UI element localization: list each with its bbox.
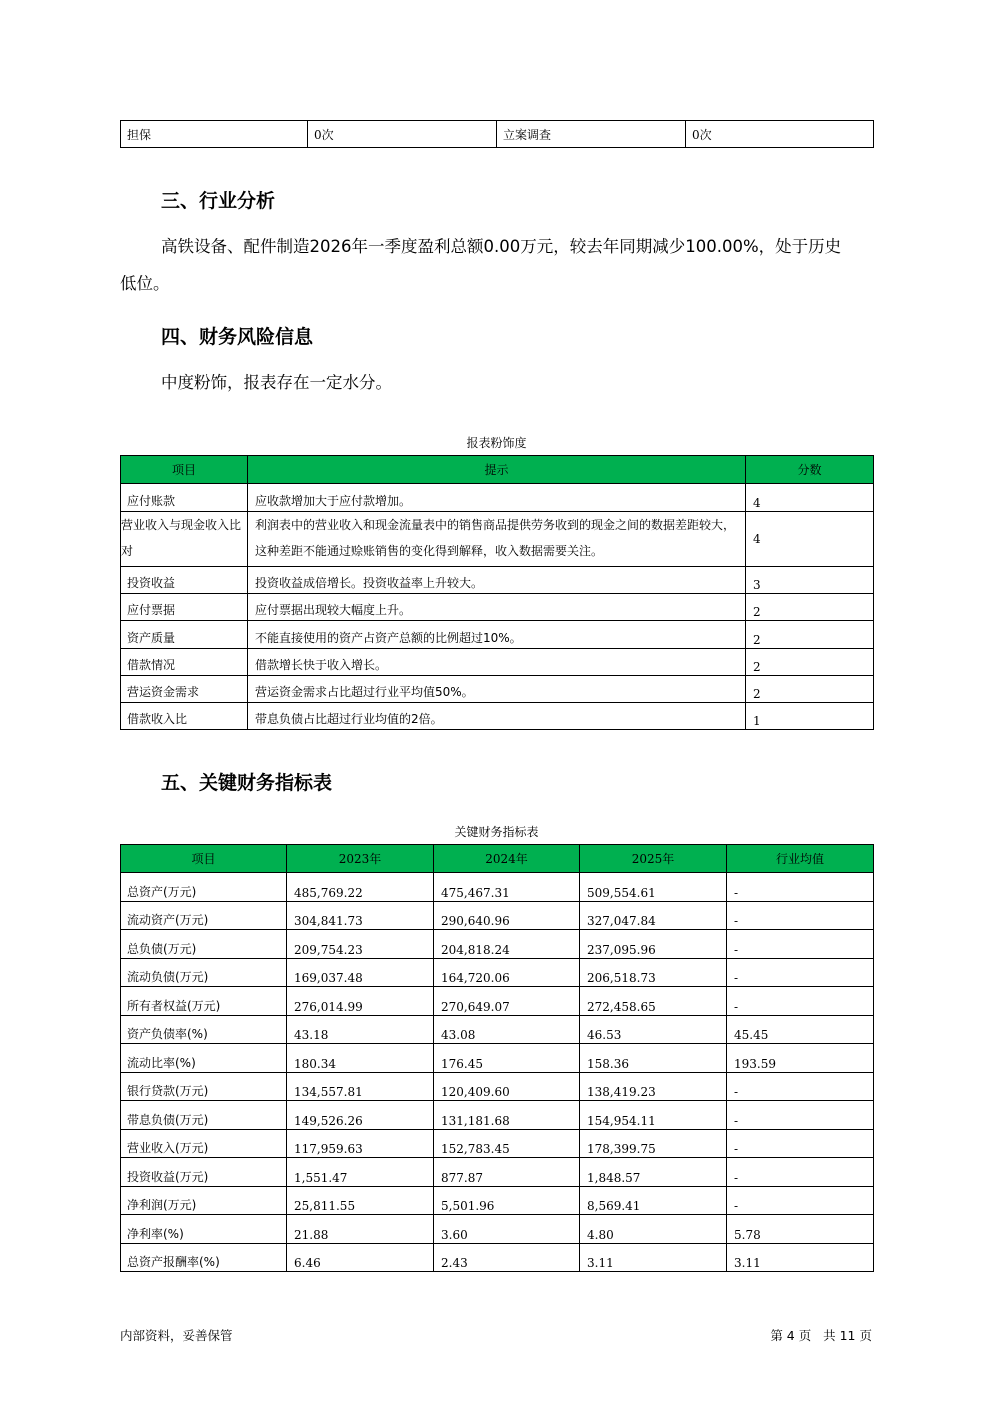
indicator-label: 净利率(%) (121, 1215, 287, 1244)
indicator-value: 176.45 (434, 1044, 580, 1073)
indicator-value: 180.34 (287, 1044, 434, 1073)
risk-score: 4 (746, 484, 874, 512)
header-item: 项目 (121, 845, 287, 873)
indicator-value: 4.80 (580, 1215, 727, 1244)
indicator-value: 5,501.96 (434, 1186, 580, 1215)
indicator-value: 134,557.81 (287, 1072, 434, 1101)
table-row (121, 567, 874, 594)
risk-item: 借款收入比 (121, 703, 248, 730)
footer-confidential: 内部资料，妥善保管 (120, 1328, 233, 1343)
indicator-value: - (727, 901, 874, 930)
indicator-value: 204,818.24 (434, 930, 580, 959)
table-row (121, 958, 874, 987)
indicator-value: 193.59 (727, 1044, 874, 1073)
indicator-value: - (727, 1101, 874, 1130)
risk-hint: 营运资金需求占比超过行业平均值50%。 (248, 676, 746, 703)
indicator-value: 237,095.96 (580, 930, 727, 959)
table-row (121, 873, 874, 902)
indicator-value: 25,811.55 (287, 1186, 434, 1215)
header-2023: 2023年 (287, 845, 434, 873)
indicator-value: 138,419.23 (580, 1072, 727, 1101)
section5-title: 五、关键财务指标表 (161, 772, 333, 794)
indicator-value: 1,551.47 (287, 1158, 434, 1187)
indicator-label: 总资产报酬率(%) (121, 1243, 287, 1272)
cell-guarantee-label: 担保 (121, 121, 308, 148)
indicator-label: 流动资产(万元) (121, 901, 287, 930)
risk-hint: 带息负债占比超过行业均值的2倍。 (248, 703, 746, 730)
section3-title: 三、行业分析 (161, 190, 276, 212)
risk-table-caption: 报表粉饰度 (466, 436, 527, 450)
indicator-value: 327,047.84 (580, 901, 727, 930)
indicator-label: 银行贷款(万元) (121, 1072, 287, 1101)
risk-score: 2 (746, 649, 874, 676)
table-row (121, 1044, 874, 1073)
risk-hint: 应收款增加大于应付款增加。 (248, 484, 746, 512)
table-row (121, 484, 874, 512)
indicator-value: 304,841.73 (287, 901, 434, 930)
fin-table-body (121, 873, 874, 1272)
risk-hint: 不能直接使用的资产占资产总额的比例超过10%。 (248, 621, 746, 649)
indicator-value: 164,720.06 (434, 958, 580, 987)
indicator-value: 509,554.61 (580, 873, 727, 902)
section4-title: 四、财务风险信息 (161, 326, 314, 348)
indicator-value: 209,754.23 (287, 930, 434, 959)
risk-score: 2 (746, 676, 874, 703)
table-row (121, 621, 874, 649)
indicator-value: - (727, 1158, 874, 1187)
table-row (121, 987, 874, 1016)
indicator-value: 290,640.96 (434, 901, 580, 930)
indicator-value: - (727, 930, 874, 959)
footer-page-number: 第 4 页 共 11 页 (770, 1328, 872, 1343)
indicator-label: 总资产(万元) (121, 873, 287, 902)
risk-score: 1 (746, 703, 874, 730)
indicator-value: 272,458.65 (580, 987, 727, 1016)
table-row (121, 1015, 874, 1044)
header-2024: 2024年 (434, 845, 580, 873)
table-header-row (121, 456, 874, 484)
table-row (121, 1072, 874, 1101)
indicator-label: 营业收入(万元) (121, 1129, 287, 1158)
table-row (121, 594, 874, 621)
cell-guarantee-value: 0次 (308, 121, 497, 148)
risk-item: 应付账款 (121, 484, 248, 512)
indicator-value: 45.45 (727, 1015, 874, 1044)
table-row (121, 121, 874, 148)
risk-item: 营业收入与现金收入比对 (121, 512, 248, 567)
risk-item: 营运资金需求 (121, 676, 248, 703)
indicator-value: 877.87 (434, 1158, 580, 1187)
risk-hint: 应付票据出现较大幅度上升。 (248, 594, 746, 621)
indicator-value: 117,959.63 (287, 1129, 434, 1158)
indicator-value: 2.43 (434, 1243, 580, 1272)
indicator-value: 43.18 (287, 1015, 434, 1044)
risk-item: 投资收益 (121, 567, 248, 594)
table-row (121, 676, 874, 703)
section3-para-line2: 低位。 (120, 274, 170, 293)
risk-score: 2 (746, 621, 874, 649)
fin-table-caption: 关键财务指标表 (454, 825, 539, 839)
indicator-value: 485,769.22 (287, 873, 434, 902)
table-row (121, 649, 874, 676)
indicator-value: 120,409.60 (434, 1072, 580, 1101)
table-row (121, 930, 874, 959)
table-row (121, 901, 874, 930)
indicator-value: - (727, 958, 874, 987)
indicator-label: 净利润(万元) (121, 1186, 287, 1215)
cell-investigation-value: 0次 (686, 121, 874, 148)
table-row (121, 1215, 874, 1244)
indicator-value: - (727, 873, 874, 902)
indicator-value: 154,954.11 (580, 1101, 727, 1130)
header-industry-avg: 行业均值 (727, 845, 874, 873)
indicator-value: 152,783.45 (434, 1129, 580, 1158)
indicator-value: 149,526.26 (287, 1101, 434, 1130)
indicator-label: 带息负债(万元) (121, 1101, 287, 1130)
indicator-label: 总负债(万元) (121, 930, 287, 959)
indicator-label: 流动负债(万元) (121, 958, 287, 987)
indicator-value: 8,569.41 (580, 1186, 727, 1215)
indicator-value: - (727, 1072, 874, 1101)
section4-para: 中度粉饰，报表存在一定水分。 (161, 373, 392, 392)
risk-item: 应付票据 (121, 594, 248, 621)
section3-para-line1: 高铁设备、配件制造2026年一季度盈利总额0.00万元，较去年同期减少100.00%，处于历史 (161, 237, 842, 256)
indicator-label: 所有者权益(万元) (121, 987, 287, 1016)
indicator-label: 资产负债率(%) (121, 1015, 287, 1044)
indicator-value: 131,181.68 (434, 1101, 580, 1130)
indicator-value: 1,848.57 (580, 1158, 727, 1187)
indicator-value: 46.53 (580, 1015, 727, 1044)
indicator-value: 3.60 (434, 1215, 580, 1244)
indicator-value: 475,467.31 (434, 873, 580, 902)
indicator-value: 276,014.99 (287, 987, 434, 1016)
indicator-value: 21.88 (287, 1215, 434, 1244)
risk-score: 3 (746, 567, 874, 594)
risk-hint: 利润表中的营业收入和现金流量表中的销售商品提供劳务收到的现金之间的数据差距较大，这种差距不能通过赊账销售的变化得到解释，收入数据需要关注。 (248, 512, 746, 567)
header-hint: 提示 (248, 456, 746, 484)
table-row (121, 1243, 874, 1272)
financial-indicators-table (120, 844, 874, 1272)
indicator-value: - (727, 987, 874, 1016)
table-header-row (121, 845, 874, 873)
table-row (121, 1158, 874, 1187)
header-item: 项目 (121, 456, 248, 484)
table-row (121, 1186, 874, 1215)
indicator-value: 43.08 (434, 1015, 580, 1044)
header-2025: 2025年 (580, 845, 727, 873)
indicator-value: 178,399.75 (580, 1129, 727, 1158)
table-row (121, 1129, 874, 1158)
indicator-label: 投资收益(万元) (121, 1158, 287, 1187)
risk-hint: 投资收益成倍增长。投资收益率上升较大。 (248, 567, 746, 594)
indicator-value: 169,037.48 (287, 958, 434, 987)
indicator-value: 5.78 (727, 1215, 874, 1244)
indicator-value: 270,649.07 (434, 987, 580, 1016)
top-summary-table (120, 120, 874, 148)
table-row (121, 512, 874, 567)
indicator-value: 3.11 (727, 1243, 874, 1272)
indicator-value: 6.46 (287, 1243, 434, 1272)
indicator-label: 流动比率(%) (121, 1044, 287, 1073)
risk-score: 4 (746, 512, 874, 567)
table-row (121, 1101, 874, 1130)
risk-table (120, 455, 874, 730)
risk-item: 资产质量 (121, 621, 248, 649)
indicator-value: - (727, 1129, 874, 1158)
risk-score: 2 (746, 594, 874, 621)
indicator-value: 3.11 (580, 1243, 727, 1272)
header-score: 分数 (746, 456, 874, 484)
risk-hint: 借款增长快于收入增长。 (248, 649, 746, 676)
cell-investigation-label: 立案调查 (497, 121, 686, 148)
table-row (121, 703, 874, 730)
risk-item: 借款情况 (121, 649, 248, 676)
indicator-value: 206,518.73 (580, 958, 727, 987)
indicator-value: 158.36 (580, 1044, 727, 1073)
indicator-value: - (727, 1186, 874, 1215)
